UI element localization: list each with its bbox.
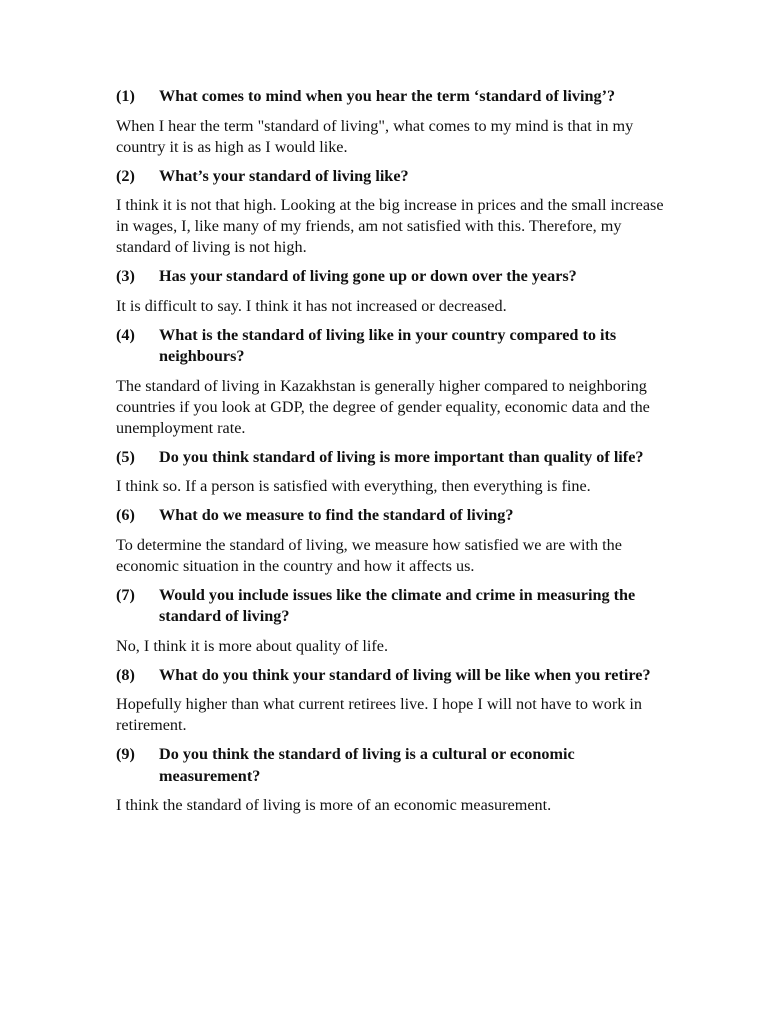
answer-5: I think so. If a person is satisfied with everything, then everything is fine.: [116, 477, 591, 495]
qa-item-4: [116, 325, 676, 439]
answer-3: It is difficult to say. I think it has not increased or decreased.: [116, 296, 507, 315]
question-9: [116, 744, 676, 787]
question-number: (5): [116, 447, 135, 466]
question-number: (2): [116, 166, 135, 185]
qa-item-2: [116, 166, 676, 259]
question-1: [116, 86, 676, 108]
question-7: [116, 585, 676, 628]
question-4: [116, 325, 676, 368]
question-text: What is the standard of living like in your country compared to its neighbours?: [159, 325, 617, 365]
answer-4: The standard of living in Kazakhstan is generally higher compared to neighboring countries if you look at GDP, the degree of gender equality, economic data and the unemployment rate.: [116, 376, 650, 437]
question-number: (9): [116, 745, 135, 763]
question-text: Do you think standard of living is more important than quality of life?: [159, 447, 644, 466]
question-2: [116, 166, 676, 188]
question-text: Has your standard of living gone up or down over the years?: [159, 267, 577, 285]
answer-7: No, I think it is more about quality of life.: [116, 636, 388, 655]
qa-item-6: [116, 505, 676, 577]
question-6: [116, 505, 676, 527]
qa-item-9: [116, 744, 676, 816]
qa-item-5: [116, 447, 676, 498]
question-number: (7): [116, 585, 135, 604]
answer-9: I think the standard of living is more of an economic measurement.: [116, 796, 552, 814]
answer-8: Hopefully higher than what current retirees live. I hope I will not have to work in retirement.: [116, 695, 642, 734]
question-text: What’s your standard of living like?: [159, 166, 409, 185]
question-number: (1): [116, 87, 135, 105]
question-text: What comes to mind when you hear the term ‘standard of living’?: [159, 87, 616, 105]
question-text: Would you include issues like the climate and crime in measuring the standard of living?: [159, 585, 636, 625]
answer-1: When I hear the term "standard of living", what comes to my mind is that in my country it is as high as I would like.: [116, 116, 634, 156]
question-5: [116, 447, 676, 469]
document-page: [116, 86, 676, 824]
answer-2: I think it is not that high. Looking at the big increase in prices and the small increase in wages, I, like many of my friends, am not satisfied with this. Therefore, my standard of living is not high.: [116, 196, 664, 256]
qa-item-7: [116, 585, 676, 657]
question-8: [116, 665, 676, 687]
question-text: What do you think your standard of living will be like when you retire?: [159, 665, 651, 684]
qa-item-3: [116, 266, 676, 317]
answer-6: To determine the standard of living, we measure how satisfied we are with the economic situation in the country and how it affects us.: [116, 535, 622, 575]
question-text: Do you think the standard of living is a cultural or economic measurement?: [159, 745, 575, 785]
qa-item-1: [116, 86, 676, 158]
question-number: (4): [116, 325, 135, 344]
question-text: What do we measure to find the standard of living?: [159, 506, 514, 524]
question-number: (3): [116, 267, 135, 285]
question-number: (6): [116, 506, 135, 524]
qa-item-8: [116, 665, 676, 737]
question-3: [116, 266, 676, 288]
question-number: (8): [116, 665, 135, 684]
